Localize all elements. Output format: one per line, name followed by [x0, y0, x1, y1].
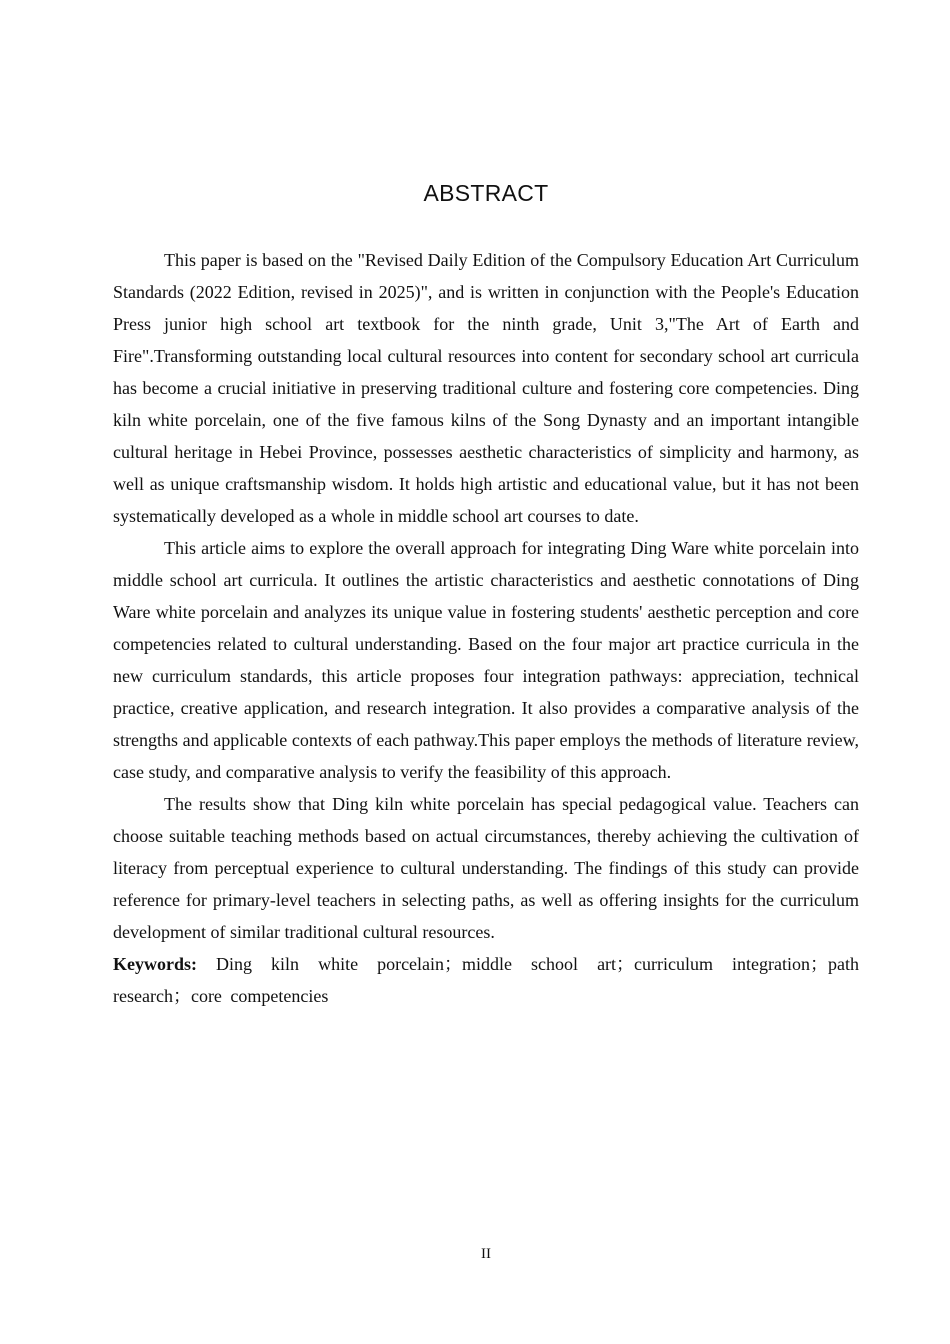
- page-number: II: [481, 1246, 491, 1262]
- abstract-paragraph-3: The results show that Ding kiln white porcelain has special pedagogical value. Teachers can choose suitable teaching methods based on actual circumstances, thereby achieving the cultivation of literacy from perceptual experience to cultural understanding. The findings of this study can provide reference for primary-level teachers in selecting paths, as well as offering insights for the curriculum development of similar traditional cultural resources.: [113, 794, 859, 942]
- abstract-body: [113, 244, 859, 1012]
- abstract-title: ABSTRACT: [423, 180, 549, 206]
- abstract-paragraph-1: This paper is based on the "Revised Daily Edition of the Compulsory Education Art Curriculum Standards (2022 Edition, revised in 2025)", and is written in conjunction with the People's Education Press junior high school art textbook for the ninth grade, Unit 3,"The Art of Earth and Fire".Transforming outstanding local cultural resources into content for secondary school art curricula has become a crucial initiative in preserving traditional culture and fostering core competencies. Ding kiln white porcelain, one of the five famous kilns of the Song Dynasty and an important intangible cultural heritage in Hebei Province, possesses aesthetic characteristics of simplicity and harmony, as well as unique craftsmanship wisdom. It holds high artistic and educational value, but it has not been systematically developed as a whole in middle school art courses to date.: [113, 250, 859, 526]
- keywords-line: [113, 948, 859, 1012]
- abstract-paragraph-2: This article aims to explore the overall approach for integrating Ding Ware white porcelain into middle school art curricula. It outlines the artistic characteristics and aesthetic connotations of Ding Ware white porcelain and analyzes its unique value in fostering students' aesthetic perception and core competencies related to cultural understanding. Based on the four major art practice curricula in the new curriculum standards, this article proposes four integration pathways: appreciation, technical practice, creative application, and research integration. It also provides a comparative analysis of the strengths and applicable contexts of each pathway.This paper employs the methods of literature review, case study, and comparative analysis to verify the feasibility of this approach.: [113, 538, 859, 782]
- keywords-text: Ding kiln white porcelain；middle school art；curriculum integration；path research；core competencies: [113, 954, 860, 1006]
- keywords-label: Keywords:: [113, 954, 197, 974]
